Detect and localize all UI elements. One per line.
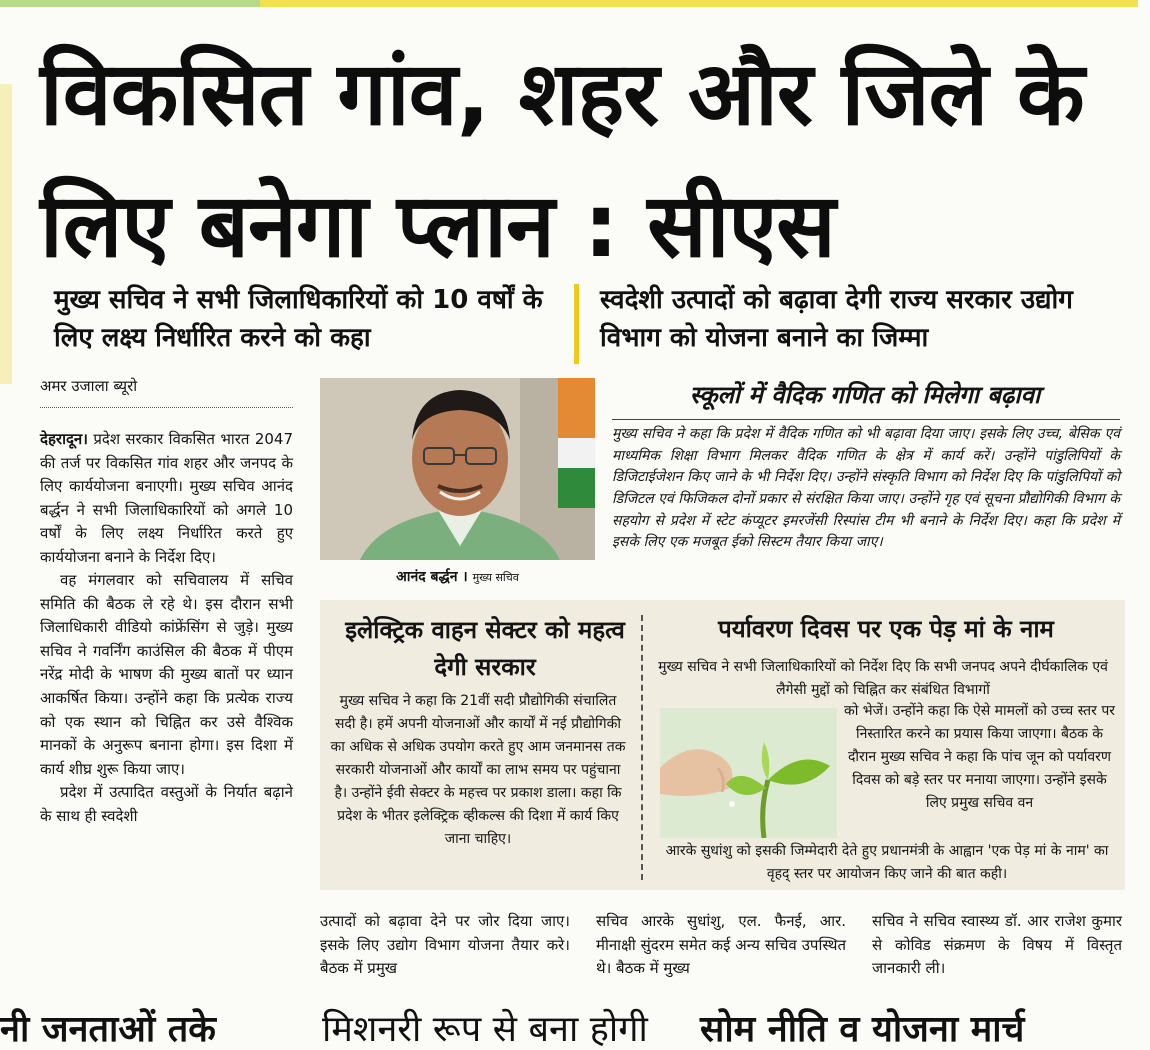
plant-illustration (660, 708, 837, 838)
paragraph-3: प्रदेश में उत्पादित वस्तुओं के निर्यात बढ़ाने के साथ ही स्वदेशी (40, 783, 293, 825)
ev-sector-title: इलेक्ट्रिक वाहन सेक्टर को महत्व देगी सरकार (345, 616, 625, 682)
environment-body-top: मुख्य सचिव ने सभी जिलाधिकारियों को निर्देश दिए कि सभी जनपद अपने दीर्घकालिक एवं लैगेसी मुद्दों को चिह्नित कर संबंधित विभागों (658, 659, 1108, 698)
right-page-edge (1138, 0, 1150, 1034)
main-column (40, 428, 293, 828)
continuation-column-1: उत्पादों को बढ़ावा देने पर जोर दिया जाए। इसके लिए उद्योग विभाग योजना तैयार करे। बैठक में प्रमुख (320, 912, 570, 978)
byline-rule (40, 407, 293, 408)
next-headline-left: नी जनताओं तके (0, 1009, 216, 1050)
subhead-divider (574, 284, 579, 364)
environment-title: पर्यावरण दिवस पर एक पेड़ मां के नाम (718, 615, 1054, 643)
headline: विकसित गांव, शहर और जिले के लिए बनेगा प्लान : सीएस (40, 42, 1084, 277)
dateline: देहरादून। (40, 430, 88, 448)
top-bar-green (0, 0, 260, 7)
top-color-bar (0, 0, 1150, 7)
continuation-column-3: सचिव ने सचिव स्वास्थ्य डॉ. आर राजेश कुमार से कोविड संक्रमण के विषय में विस्तृत जानकारी ली। (872, 912, 1122, 978)
left-margin-strip (0, 84, 12, 384)
continuation-column-2: सचिव आरके सुधांशु, एल. फैनई, आर. मीनाक्षी सुंदरम समेत कई अन्य सचिव उपस्थित थे। बैठक में मुख्य (596, 912, 846, 978)
vedic-maths-body: मुख्य सचिव ने कहा कि प्रदेश में वैदिक गणित को भी बढ़ावा दिया जाए। इसके लिए उच्च, बेसिक एवं माध्यमिक शिक्षा विभाग मिलकर वैदिक गणित के क्षेत्र में कार्य करें। उन्होंने पांडुलिपियों के डिजिटाईजेशन किए जाने के भी निर्देश दिए। उन्होंने संस्कृति विभाग को निर्देश दिए कि पांडुलिपियों को डिजिटल एवं फिजिकल दोनों प्रकार से संरक्षित किया जाए। उन्होंने गृह एवं सूचना प्रौद्योगिकी विभाग के सहयोग से प्रदेश में स्टेट कंप्यूटर इमरजेंसी रिस्पांस टीम भी बनाने के निर्देश दिए। कहा कि प्रदेश में इसके लिए एक मजबूत ईको सिस्टम तैयार किया जाए। (612, 426, 1120, 551)
caption-role: मुख्य सचिव (472, 571, 519, 584)
portrait-photo (320, 378, 595, 560)
paragraph-1-text: प्रदेश सरकार विकसित भारत 2047 की तर्ज पर विकसित गांव शहर और जनपद के लिए कार्ययोजना बनाएगी। मुख्य सचिव आनंद बर्द्धन ने सभी जिलाधिकारियों को अगले 10 वर्षों के लिए लक्ष्य निर्धारित करते हुए कार्ययोजना बनाने के निर्देश दिए। (40, 430, 293, 566)
paragraph-1 (40, 428, 293, 569)
environment-body-bottom: आरके सुधांशु को इसकी जिम्मेदारी देते हुए प्रधानमंत्री के आह्वान 'एक पेड़ मां के नाम' का वृहद् स्तर पर आयोजन किए जाने की बात कही। (665, 843, 1109, 882)
panel-divider (641, 615, 643, 880)
byline: अमर उजाला ब्यूरो (40, 377, 138, 395)
ev-sector-body: मुख्य सचिव ने कहा कि 21वीं सदी प्रौद्योगिकी संचालित सदी है। हमें अपनी योजनाओं और कार्यों में नई प्रौद्योगिकी का अधिक से अधिक उपयोग करते हुए आम जनमानस तक सरकारी योजनाओं और कार्यों का लाभ समय पर पहुंचाना है। उन्होंने ईवी सेक्टर के महत्त्व पर प्रकाश डाला। कहा कि प्रदेश के भीतर इलेक्ट्रिक व्हीकल्स की दिशा में कार्य किए जाना चाहिए। (330, 693, 626, 847)
subhead-left: मुख्य सचिव ने सभी जिलाधिकारियों को 10 वर्षों के लिए लक्ष्य निर्धारित करने को कहा (54, 285, 543, 353)
vedic-rule (612, 419, 1120, 420)
paragraph-2: वह मंगलवार को सचिवालय में सचिव समिति की बैठक ले रहे थे। इस दौरान सभी जिलाधिकारी वीडियो कांफ्रेंसिंग से जुड़े। मुख्य सचिव ने गवर्निंग काउंसिल की बैठक में पीएम नरेंद्र मोदी के भाषण की मुख्य बातों पर ध्यान आकर्षित किया। उन्होंने कहा कि प्रत्येक राज्य को एक स्थान को चिह्नित कर उसे वैश्विक मानकों के अनुरूप बनाना होगा। इस दिशा में कार्य शीघ्र शुरू किया जाए। (40, 571, 293, 778)
environment-body-middle: को भेजें। उन्होंने कहा कि ऐसे मामलों को उच्च स्तर पर निस्तारित करने का प्रयास किया जाएगा। बैठक के दौरान मुख्य सचिव ने कहा कि पांच जून को पर्यावरण दिवस को बड़े स्तर पर मनाया जाएगा। उन्होंने इसके लिए प्रमुख सचिव वन (843, 703, 1116, 811)
subhead-right: स्वदेशी उत्पादों को बढ़ावा देगी राज्य सरकार उद्योग विभाग को योजना बनाने का जिम्मा (600, 285, 1073, 353)
next-headline-right: सोम नीति व योजना मार्च (700, 1009, 1025, 1050)
vedic-maths-title: स्कूलों में वैदिक गणित को मिलेगा बढ़ावा (689, 381, 1041, 409)
caption-name: आनंद बर्द्धन । (396, 569, 468, 585)
next-headline-middle: मिशनरी रूप से बना होगी (322, 1009, 648, 1050)
photo-caption (320, 567, 595, 586)
top-bar-yellow (260, 0, 1150, 7)
plant-photo (660, 708, 837, 838)
portrait-illustration (320, 378, 595, 560)
